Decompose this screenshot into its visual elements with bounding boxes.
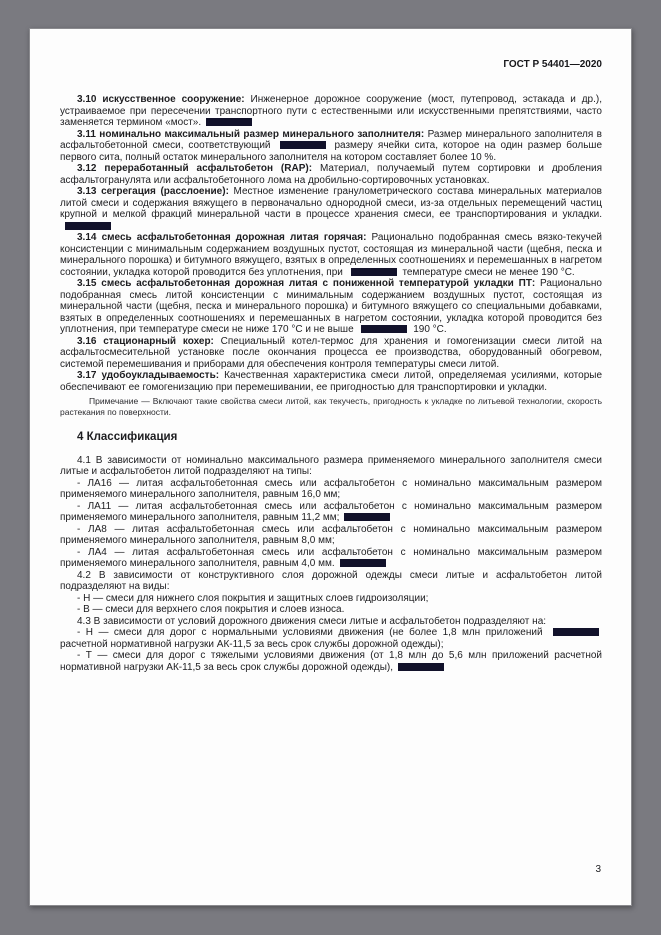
paragraph — [60, 232, 602, 278]
list-item — [60, 524, 602, 547]
paragraph-text: Рационально подобранная смесь вязко-текучей консистенции с минимальным содержанием воздушных пустот, состоящая из минеральной части (щебня, песка и минерального порошка) и битумного вяжущего, взятых в определенных соотношениях и перемешанных в нагретом состоянии, укладка которой проводится без уплотнения, при — [60, 232, 603, 278]
term-label: 3.10 искусственное сооружение: — [77, 94, 245, 105]
paragraph-text: 4.1 В зависимости от номинально максимального размера применяемого минерального заполнителя смеси литые и асфальтобетон литой подразделяют на типы: — [60, 454, 602, 477]
list-item — [60, 627, 602, 650]
paragraph-text: 4.2 В зависимости от конструктивного слоя дорожной одежды смеси литые и асфальтобетон литой подразделяют на виды: — [60, 569, 602, 592]
list-item — [60, 650, 602, 673]
list-item — [60, 593, 602, 605]
paragraph-text: - Н — смеси для дорог с нормальными условиями движения (не более 1,8 млн приложений — [77, 627, 543, 638]
paragraph-text: - В — смеси для верхнего слоя покрытия и слоев износа. — [77, 604, 345, 615]
list-item — [60, 501, 602, 524]
paragraph — [60, 163, 602, 186]
scan-artifact — [398, 663, 444, 671]
paragraph — [60, 94, 602, 129]
paragraph-text: Рационально подобранная смесь литой консистенции с минимальным содержанием воздушных пустот, состоящая из минеральной части (щебня, песка и минерального порошка) и битумного вяжущего со специальными добавками, взятых в определенных соотношениях и перемешанных в нагретом состоянии, укладка которой проводится без уплотнения, при температуре смеси не ниже 170 °С и не выше — [60, 278, 602, 335]
paragraph-text: - ЛА16 — литая асфальтобетонная смесь или асфальтобетон с номинально максимальным размером применяемого минерального заполнителя, равным 16,0 мм; — [60, 477, 602, 500]
scan-artifact — [340, 559, 386, 567]
paragraph — [60, 455, 602, 478]
paragraph-text: Местное изменение гранулометрического состава минеральных материалов литой смеси и содержания вяжущего в первоначально однородной смеси, из-за отдельных перемещений частиц крупной и мелкой фракций минеральной части в процессе хранения смеси, ее транспортирования и укладки. — [60, 186, 602, 220]
scan-artifact — [361, 325, 407, 333]
paragraph-text: 4.3 В зависимости от условий дорожного движения смеси литые и асфальтобетон подразделяют на: — [77, 615, 547, 627]
paragraph-text: температуре смеси не менее 190 °С. — [402, 266, 575, 278]
paragraph-text: Материал, получаемый путем сортировки и дробления асфальтогранулята или асфальтобетонного лома на дробильно-сортировочных установках. — [60, 163, 602, 186]
paragraph-text: - ЛА11 — литая асфальтобетонная смесь или асфальтобетон с номинально максимальным размером применяемого минерального заполнителя, равным 11,2 мм; — [60, 500, 602, 523]
paragraph-text: Размер минерального заполнителя в асфальтобетонной смеси, соответствующий — [60, 128, 602, 151]
paragraph-text: - Н — смеси для нижнего слоя покрытия и защитных слоев гидроизоляции; — [77, 592, 429, 604]
paragraph — [60, 186, 602, 232]
document-body — [60, 94, 602, 673]
scan-artifact — [206, 118, 252, 126]
paragraph-text: 4 Классификация — [77, 431, 178, 443]
term-label: 3.11 номинально максимальный размер минерального заполнителя: — [77, 128, 425, 140]
scan-artifact — [65, 222, 111, 230]
term-label: 3.12 переработанный асфальтобетон (RAP): — [77, 163, 313, 174]
term-label: 3.14 смесь асфальтобетонная дорожная литая горячая: — [77, 232, 367, 243]
paragraph-text: - Т — смеси для дорог с тяжелыми условиями движения (от 1,8 млн до 5,6 млн приложений расчетной нормативной нагрузки АК-11,5 за весь срок службы дорожной одежды), — [60, 650, 602, 673]
page-number: 3 — [595, 864, 601, 875]
section-heading — [60, 432, 602, 444]
paragraph — [60, 336, 602, 371]
paragraph-text: Качественная характеристика смеси литой, определяемая усилиями, которые обеспечивают ее гомогенизацию при перемешивании, ее пригодностью для транспортировки и укладки. — [60, 370, 603, 393]
paragraph — [60, 616, 602, 628]
scan-artifact — [344, 513, 390, 521]
paragraph — [60, 278, 602, 336]
term-label: 3.16 стационарный кохер: — [77, 335, 214, 347]
list-item — [60, 547, 602, 570]
scan-artifact — [351, 268, 397, 276]
paragraph-text: расчетной нормативной нагрузки АК-11,5 за весь срок службы дорожной одежды); — [60, 638, 444, 650]
note-paragraph — [60, 396, 602, 417]
paragraph — [60, 370, 602, 393]
doc-number: ГОСТ Р 54401—2020 — [503, 59, 602, 70]
document-page — [29, 28, 632, 906]
list-item — [60, 604, 602, 616]
paragraph-text: 190 °С. — [413, 324, 447, 335]
paragraph — [60, 129, 602, 164]
term-label: 3.15 смесь асфальтобетонная дорожная литая с пониженной температурой укладки ПТ: — [77, 278, 536, 289]
term-label: 3.13 сегрегация (расслоение): — [77, 186, 229, 197]
paragraph-text: размеру ячейки сита, которое на один размер больше первого сита, полный остаток минерального заполнителя на котором составляет более 10 %. — [60, 140, 603, 163]
list-item — [60, 478, 602, 501]
paragraph-text: Примечание — Включают такие свойства смеси литой, как текучесть, пригодность к укладке по литьевой технологии, скорость растекания по поверхности. — [60, 396, 602, 417]
paragraph-text: - ЛА4 — литая асфальтобетонная смесь или асфальтобетон с номинально максимальным размером применяемого минерального заполнителя, равным 4,0 мм. — [60, 546, 602, 569]
paragraph-text: Инженерное дорожное сооружение (мост, путепровод, эстакада и др.), устраиваемое при пересечении транспортного пути с естественными или искусственными препятствиями, часто заменяется термином «мост». — [60, 94, 603, 128]
paragraph-text: - ЛА8 — литая асфальтобетонная смесь или асфальтобетон с номинально максимальным размером применяемого минерального заполнителя, равным 8,0 мм; — [60, 523, 602, 546]
scan-artifact — [553, 628, 599, 636]
paragraph — [60, 570, 602, 593]
term-label: 3.17 удобоукладываемость: — [77, 370, 220, 381]
scan-artifact — [280, 141, 326, 149]
paragraph-text: Специальный котел-термос для хранения и гомогенизации смеси литой на асфальтосмесительной установке после окончания процесса ее производства, оборудованный обогревом, системой перемешивания и приборами для обеспечения контроля температуры смеси литой. — [60, 335, 602, 370]
